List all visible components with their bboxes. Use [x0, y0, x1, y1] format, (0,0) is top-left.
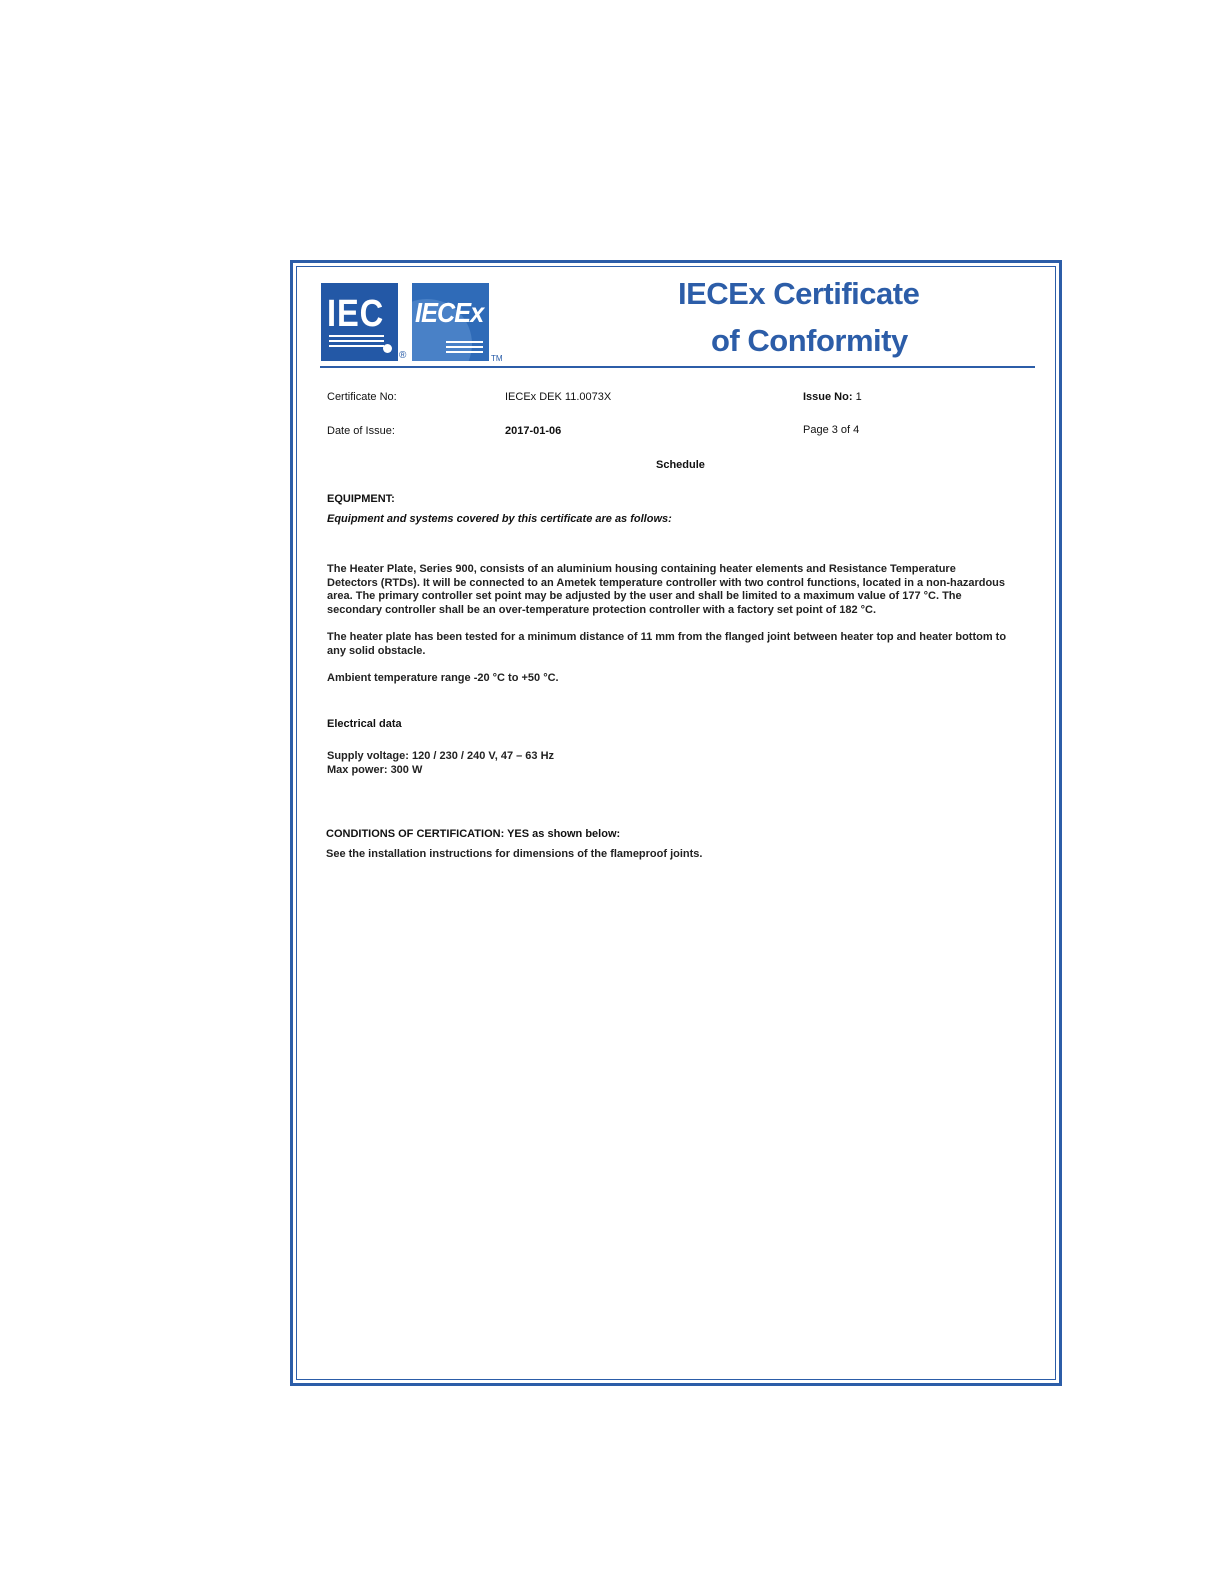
date-of-issue-value: 2017-01-06 [505, 425, 562, 437]
certificate-no-value: IECEx DEK 11.0073X [505, 391, 612, 403]
electrical-supply-voltage: Supply voltage: 120 / 230 / 240 V, 47 – 63 Hz [327, 750, 555, 762]
conditions-heading: CONDITIONS OF CERTIFICATION: YES as shown below: [326, 828, 621, 840]
iec-logo [321, 283, 398, 361]
issue-no-value: 1 [855, 391, 862, 403]
conditions-text: See the installation instructions for dimensions of the flameproof joints. [326, 848, 703, 860]
certificate-inner-border [296, 266, 1056, 1380]
electrical-max-power: Max power: 300 W [327, 764, 423, 776]
electrical-heading: Electrical data [327, 718, 402, 730]
page-number: Page 3 of 4 [803, 424, 860, 436]
date-of-issue-label: Date of Issue: [327, 425, 395, 437]
iecex-logo [412, 283, 489, 361]
issue-no [803, 391, 862, 403]
iecex-logo-text: IECEx [415, 297, 484, 328]
equipment-clearance: The heater plate has been tested for a minimum distance of 11 mm from the flanged joint between heater top and heater bottom to any solid obstacle. [327, 631, 1007, 657]
issue-no-label: Issue No: [803, 391, 853, 403]
certificate-title-line1: IECEx Certificate [678, 276, 920, 311]
iec-logo-text: IEC [327, 293, 385, 335]
registered-mark: ® [399, 350, 407, 361]
schedule-heading: Schedule [656, 459, 705, 471]
ambient-temperature: Ambient temperature range -20 °C to +50 °C. [327, 672, 559, 684]
iecex-logo-lines [446, 338, 483, 353]
certificate-title-line2: of Conformity [711, 323, 908, 358]
trademark-mark: TM [491, 354, 503, 363]
equipment-heading: EQUIPMENT: [327, 493, 395, 505]
iec-logo-dot [383, 344, 392, 353]
equipment-subheading: Equipment and systems covered by this certificate are as follows: [327, 513, 672, 525]
certificate-border [290, 260, 1062, 1386]
header-divider [320, 366, 1035, 368]
iec-logo-lines [329, 332, 384, 347]
certificate-no-label: Certificate No: [327, 391, 397, 403]
equipment-description: The Heater Plate, Series 900, consists of an aluminium housing containing heater elements and Resistance Temperature Detectors (RTDs). It will be connected to an Ametek temperature controller with two control functions, located in a non-hazardous area. The primary controller set point may be adjusted by the user and shall be limited to a maximum value of 177 °C. The secondary controller shall be an over-temperature protection controller with a factory set point of 182 °C. [327, 563, 1006, 617]
